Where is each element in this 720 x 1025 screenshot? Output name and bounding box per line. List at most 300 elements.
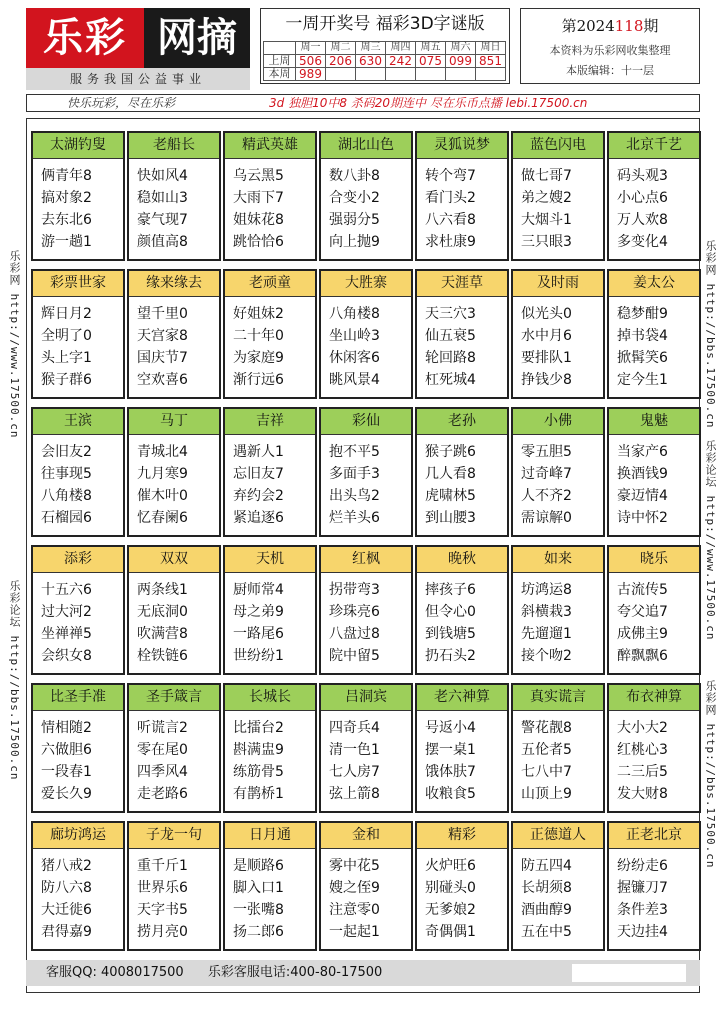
card-line: 遇新人1: [233, 444, 284, 460]
card-title: 晓乐: [609, 547, 699, 573]
card-title: 添彩: [33, 547, 123, 573]
card-line: 当家产6: [617, 444, 668, 460]
card-line: 红桃心3: [617, 742, 668, 758]
card-body: [33, 573, 123, 673]
card-line: 无爹娘2: [425, 902, 476, 918]
card-body: [609, 849, 699, 949]
draw-header: 周一: [296, 42, 326, 55]
card-line: 坐山岭3: [329, 328, 380, 344]
draw-number: [356, 68, 386, 81]
forecast-card: [223, 269, 317, 399]
card-title: 晚秋: [417, 547, 507, 573]
forecast-card: [319, 821, 413, 951]
card-body: [321, 711, 411, 811]
card-line: 四奇兵4: [329, 720, 380, 736]
card-line: 无底洞0: [137, 604, 188, 620]
card-body: [513, 573, 603, 673]
forecast-card: [607, 131, 701, 261]
card-line: 零五胆5: [521, 444, 572, 460]
card-line: 会织女8: [41, 648, 92, 664]
card-line: 游一趟1: [41, 234, 92, 250]
draw-number: 242: [386, 55, 416, 68]
forecast-card: [223, 821, 317, 951]
card-line: 大迁徙6: [41, 902, 92, 918]
card-line: 三只眼3: [521, 234, 572, 250]
card-line: 捞月亮0: [137, 924, 188, 940]
card-line: 练筋骨5: [233, 764, 284, 780]
forecast-card: [127, 269, 221, 399]
card-body: [417, 159, 507, 259]
forecast-card: [607, 683, 701, 813]
card-body: [33, 297, 123, 397]
forecast-card: [31, 269, 125, 399]
card-line: 珍珠亮6: [329, 604, 380, 620]
card-line: 抱不平5: [329, 444, 380, 460]
card-line: 天宫家8: [137, 328, 188, 344]
draw-number: 206: [326, 55, 356, 68]
card-body: [513, 297, 603, 397]
card-line: 吹满营8: [137, 626, 188, 642]
card-body: [33, 159, 123, 259]
card-body: [321, 849, 411, 949]
promo-bar: [26, 94, 700, 112]
draw-header: 周日: [476, 42, 506, 55]
card-title: 廊坊鸿运: [33, 823, 123, 849]
card-line: 一起起1: [329, 924, 380, 940]
card-body: [225, 711, 315, 811]
card-line: 有鹊桥1: [233, 786, 284, 802]
forecast-card: [127, 821, 221, 951]
card-line: 君得嘉9: [41, 924, 92, 940]
card-line: 多变化4: [617, 234, 668, 250]
card-line: 换酒钱9: [617, 466, 668, 482]
card-line: 休闲客6: [329, 350, 380, 366]
card-line: 八角楼8: [329, 306, 380, 322]
card-title: 北京千艺: [609, 133, 699, 159]
draw-header: 周六: [446, 42, 476, 55]
card-line: 杠死城4: [425, 372, 476, 388]
draw-header: 周三: [356, 42, 386, 55]
card-body: [513, 849, 603, 949]
card-line: 颜值高8: [137, 234, 188, 250]
forecast-card: [31, 683, 125, 813]
card-body: [417, 435, 507, 535]
draw-header: 周四: [386, 42, 416, 55]
card-title: 吉祥: [225, 409, 315, 435]
card-title: 天涯草: [417, 271, 507, 297]
card-body: [321, 435, 411, 535]
card-line: 世界乐6: [137, 880, 188, 896]
card-line: 成佛主9: [617, 626, 668, 642]
card-line: 清一色1: [329, 742, 380, 758]
forecast-card: [127, 545, 221, 675]
card-line: 全明了0: [41, 328, 92, 344]
card-line: 为家庭9: [233, 350, 284, 366]
card-title: 老孙: [417, 409, 507, 435]
card-title: 缘来缘去: [129, 271, 219, 297]
card-title: 王滨: [33, 409, 123, 435]
card-title: 湖北山色: [321, 133, 411, 159]
card-line: 忘旧友7: [233, 466, 284, 482]
draw-number: [476, 68, 506, 81]
card-line: 合变小2: [329, 190, 380, 206]
card-line: 强弱分5: [329, 212, 380, 228]
card-line: 掉书袋4: [617, 328, 668, 344]
card-line: 弟之嫂2: [521, 190, 572, 206]
card-line: 码头观3: [617, 168, 668, 184]
forecast-card: [319, 269, 413, 399]
card-title: 小佛: [513, 409, 603, 435]
card-line: 二三后5: [617, 764, 668, 780]
side-text-right-3: 乐彩网 http://bbs.17500.cn: [704, 680, 717, 869]
card-title: 金和: [321, 823, 411, 849]
card-line: 大小大2: [617, 720, 668, 736]
forecast-card: [415, 407, 509, 537]
card-body: [225, 849, 315, 949]
card-line: 烂羊头6: [329, 510, 380, 526]
card-title: 双双: [129, 547, 219, 573]
card-line: 栓铁链6: [137, 648, 188, 664]
card-body: [33, 711, 123, 811]
card-line: 出头鸟2: [329, 488, 380, 504]
draw-box: [260, 8, 510, 84]
card-line: 是顺路6: [233, 858, 284, 874]
forecast-card: [127, 407, 221, 537]
side-text-right-1: 乐彩网 http://bbs.17500.cn: [704, 240, 717, 429]
card-line: 轮回路8: [425, 350, 476, 366]
footer-qq: 客服QQ: 4008017500: [46, 965, 184, 980]
card-line: 紧追逐6: [233, 510, 284, 526]
card-line: 豪迈情4: [617, 488, 668, 504]
card-line: 人不齐2: [521, 488, 572, 504]
draw-table: [263, 41, 506, 81]
card-title: 正老北京: [609, 823, 699, 849]
forecast-card: [223, 407, 317, 537]
card-body: [609, 297, 699, 397]
forecast-card: [511, 545, 605, 675]
draw-number: [326, 68, 356, 81]
slogan: 服务我国公益事业: [26, 68, 250, 90]
card-line: 猴子跳6: [425, 444, 476, 460]
card-line: 好姐妹2: [233, 306, 284, 322]
issue-num: 118: [614, 17, 644, 35]
forecast-card: [223, 545, 317, 675]
card-line: 做七哥7: [521, 168, 572, 184]
card-title: 彩仙: [321, 409, 411, 435]
card-line: 辉日月2: [41, 306, 92, 322]
card-title: 鬼魅: [609, 409, 699, 435]
card-line: 奇偶偶1: [425, 924, 476, 940]
issue-number: [521, 15, 699, 36]
card-line: 发大财8: [617, 786, 668, 802]
card-line: 仙五衰5: [425, 328, 476, 344]
card-line: 虎啸林5: [425, 488, 476, 504]
card-title: 如来: [513, 547, 603, 573]
card-line: 青城北4: [137, 444, 188, 460]
card-body: [417, 711, 507, 811]
card-line: 夸父追7: [617, 604, 668, 620]
forecast-card: [607, 269, 701, 399]
promo-slogan: 快乐玩彩，尽在乐彩: [67, 96, 176, 110]
card-body: [417, 297, 507, 397]
forecast-card: [223, 131, 317, 261]
footer-blank-box: [572, 964, 686, 982]
card-line: 俩青年8: [41, 168, 92, 184]
card-body: [33, 435, 123, 535]
card-title: 老船长: [129, 133, 219, 159]
card-line: 别碰头0: [425, 880, 476, 896]
forecast-card: [127, 131, 221, 261]
card-line: 似光头0: [521, 306, 572, 322]
card-line: 稳如山3: [137, 190, 188, 206]
card-body: [321, 573, 411, 673]
card-line: 世纷纷1: [233, 648, 284, 664]
forecast-card: [415, 131, 509, 261]
card-line: 豪气现7: [137, 212, 188, 228]
card-line: 拐带弯3: [329, 582, 380, 598]
card-line: 快如风4: [137, 168, 188, 184]
card-line: 情相随2: [41, 720, 92, 736]
card-line: 去东北6: [41, 212, 92, 228]
card-line: 重千斤1: [137, 858, 188, 874]
card-line: 国庆节7: [137, 350, 188, 366]
draw-number: 099: [446, 55, 476, 68]
card-line: 转个弯7: [425, 168, 476, 184]
card-title: 长城长: [225, 685, 315, 711]
card-line: 弦上箭8: [329, 786, 380, 802]
card-body: [513, 711, 603, 811]
card-body: [225, 435, 315, 535]
forecast-card: [511, 407, 605, 537]
card-body: [417, 573, 507, 673]
card-line: 防八六8: [41, 880, 92, 896]
card-line: 到山腰3: [425, 510, 476, 526]
card-line: 五伦者5: [521, 742, 572, 758]
card-line: 摔孩子6: [425, 582, 476, 598]
card-body: [129, 297, 219, 397]
card-title: 日月通: [225, 823, 315, 849]
card-line: 几人看8: [425, 466, 476, 482]
draw-number: [416, 68, 446, 81]
forecast-card: [415, 545, 509, 675]
card-line: 搞对象2: [41, 190, 92, 206]
card-line: 天三穴3: [425, 306, 476, 322]
card-body: [225, 573, 315, 673]
forecast-card: [223, 683, 317, 813]
card-body: [321, 297, 411, 397]
card-line: 醉飘飘6: [617, 648, 668, 664]
card-line: 酒曲醇9: [521, 902, 572, 918]
card-line: 坊鸿运8: [521, 582, 572, 598]
card-title: 布衣神算: [609, 685, 699, 711]
card-title: 真实谎言: [513, 685, 603, 711]
draw-number: [386, 68, 416, 81]
card-body: [129, 711, 219, 811]
card-line: 嫂之侄9: [329, 880, 380, 896]
card-line: 走老路6: [137, 786, 188, 802]
draw-number: 630: [356, 55, 386, 68]
card-line: 诗中怀2: [617, 510, 668, 526]
forecast-card: [31, 821, 125, 951]
card-line: 扔石头2: [425, 648, 476, 664]
card-line: 但令心0: [425, 604, 476, 620]
card-body: [129, 849, 219, 949]
footer: [26, 960, 700, 986]
card-line: 要排队1: [521, 350, 572, 366]
card-line: 定今生1: [617, 372, 668, 388]
card-line: 眺风景4: [329, 372, 380, 388]
info-editor: 本版编辑：十一层: [566, 64, 654, 77]
forecast-card: [31, 131, 125, 261]
card-line: 八角楼8: [41, 488, 92, 504]
draw-row-label: 本周: [264, 68, 296, 81]
card-line: 饿体肤7: [425, 764, 476, 780]
forecast-card: [607, 545, 701, 675]
card-line: 弃约会2: [233, 488, 284, 504]
card-line: 警花靓8: [521, 720, 572, 736]
forecast-card: [319, 407, 413, 537]
card-line: 斟满盅9: [233, 742, 284, 758]
card-line: 猪八戒2: [41, 858, 92, 874]
card-line: 九月寒9: [137, 466, 188, 482]
logo-red: 乐彩: [26, 8, 144, 68]
card-title: 太湖钓叟: [33, 133, 123, 159]
card-line: 长胡须8: [521, 880, 572, 896]
card-line: 空欢喜6: [137, 372, 188, 388]
card-line: 扬二郎6: [233, 924, 284, 940]
draw-number: [446, 68, 476, 81]
card-line: 往事现5: [41, 466, 92, 482]
card-title: 精武英雄: [225, 133, 315, 159]
card-title: 大胜寨: [321, 271, 411, 297]
card-line: 大雨下7: [233, 190, 284, 206]
card-line: 听谎言2: [137, 720, 188, 736]
issue-suffix: 期: [643, 17, 659, 35]
card-line: 纷纷走6: [617, 858, 668, 874]
card-grid: [26, 118, 700, 993]
card-title: 蓝色闪电: [513, 133, 603, 159]
side-text-right-2: 乐彩论坛 http://www.17500.cn: [704, 440, 717, 641]
card-line: 二十年0: [233, 328, 284, 344]
card-body: [129, 573, 219, 673]
card-title: 灵狐说梦: [417, 133, 507, 159]
card-line: 一段春1: [41, 764, 92, 780]
card-line: 猴子群6: [41, 372, 92, 388]
card-line: 小心点6: [617, 190, 668, 206]
forecast-card: [415, 269, 509, 399]
card-line: 号返小4: [425, 720, 476, 736]
draw-title: 一周开奖号 福彩3D字谜版: [285, 14, 485, 34]
card-line: 忆春阑6: [137, 510, 188, 526]
info-source: 本资料为乐彩网收集整理: [549, 44, 671, 57]
forecast-card: [607, 821, 701, 951]
draw-row-label: 上周: [264, 55, 296, 68]
card-line: 八盘过8: [329, 626, 380, 642]
card-body: [321, 159, 411, 259]
card-line: 爱长久9: [41, 786, 92, 802]
forecast-card: [511, 131, 605, 261]
card-body: [33, 849, 123, 949]
card-line: 先遛遛1: [521, 626, 572, 642]
forecast-card: [607, 407, 701, 537]
card-body: [225, 159, 315, 259]
card-line: 条件差3: [617, 902, 668, 918]
side-text-left-2: 乐彩论坛 http://bbs.17500.cn: [8, 580, 21, 781]
card-line: 四季风4: [137, 764, 188, 780]
card-title: 圣手箴言: [129, 685, 219, 711]
card-line: 需谅解0: [521, 510, 572, 526]
card-body: [609, 435, 699, 535]
card-line: 斜横栽3: [521, 604, 572, 620]
draw-corner: [264, 42, 296, 55]
card-title: 老六神算: [417, 685, 507, 711]
card-line: 接个吻2: [521, 648, 572, 664]
forecast-card: [415, 821, 509, 951]
card-line: 山顶上9: [521, 786, 572, 802]
card-line: 乌云黑5: [233, 168, 284, 184]
forecast-card: [511, 821, 605, 951]
card-line: 姐妹花8: [233, 212, 284, 228]
card-line: 院中留5: [329, 648, 380, 664]
card-line: 数八卦8: [329, 168, 380, 184]
card-line: 比擂台2: [233, 720, 284, 736]
card-line: 七人房7: [329, 764, 380, 780]
footer-tel: 乐彩客服电话:400-80-17500: [207, 965, 383, 980]
card-title: 吕洞宾: [321, 685, 411, 711]
card-line: 渐行远6: [233, 372, 284, 388]
card-line: 零在尾0: [137, 742, 188, 758]
card-title: 子龙一句: [129, 823, 219, 849]
card-line: 注意零0: [329, 902, 380, 918]
card-body: [417, 849, 507, 949]
forecast-card: [415, 683, 509, 813]
card-line: 一路尾6: [233, 626, 284, 642]
card-line: 向上抛9: [329, 234, 380, 250]
card-line: 雾中花5: [329, 858, 380, 874]
card-line: 会旧友2: [41, 444, 92, 460]
forecast-card: [319, 683, 413, 813]
card-line: 脚入口1: [233, 880, 284, 896]
side-text-left-1: 乐彩网 http://www.17500.cn: [8, 250, 21, 439]
card-line: 一张嘴8: [233, 902, 284, 918]
card-title: 精彩: [417, 823, 507, 849]
forecast-card: [31, 407, 125, 537]
card-line: 到钱塘5: [425, 626, 476, 642]
card-line: 七八中7: [521, 764, 572, 780]
card-title: 马丁: [129, 409, 219, 435]
card-line: 稳梦酣9: [617, 306, 668, 322]
card-line: 握镰刀7: [617, 880, 668, 896]
draw-number: 851: [476, 55, 506, 68]
card-body: [225, 297, 315, 397]
draw-number: 506: [296, 55, 326, 68]
card-title: 姜太公: [609, 271, 699, 297]
forecast-card: [511, 269, 605, 399]
card-title: 及时雨: [513, 271, 603, 297]
card-line: 求杜康9: [425, 234, 476, 250]
card-line: 过奇峰7: [521, 466, 572, 482]
card-body: [513, 159, 603, 259]
card-title: 天机: [225, 547, 315, 573]
card-line: 水中月6: [521, 328, 572, 344]
card-line: 火炉旺6: [425, 858, 476, 874]
promo-link[interactable]: 3d 独胆10中8 杀码20期连中 尽在乐币点播 lebi.17500.cn: [269, 96, 588, 110]
card-line: 掀髯笑6: [617, 350, 668, 366]
card-title: 彩票世家: [33, 271, 123, 297]
forecast-card: [31, 545, 125, 675]
card-line: 摆一桌1: [425, 742, 476, 758]
card-line: 防五四4: [521, 858, 572, 874]
